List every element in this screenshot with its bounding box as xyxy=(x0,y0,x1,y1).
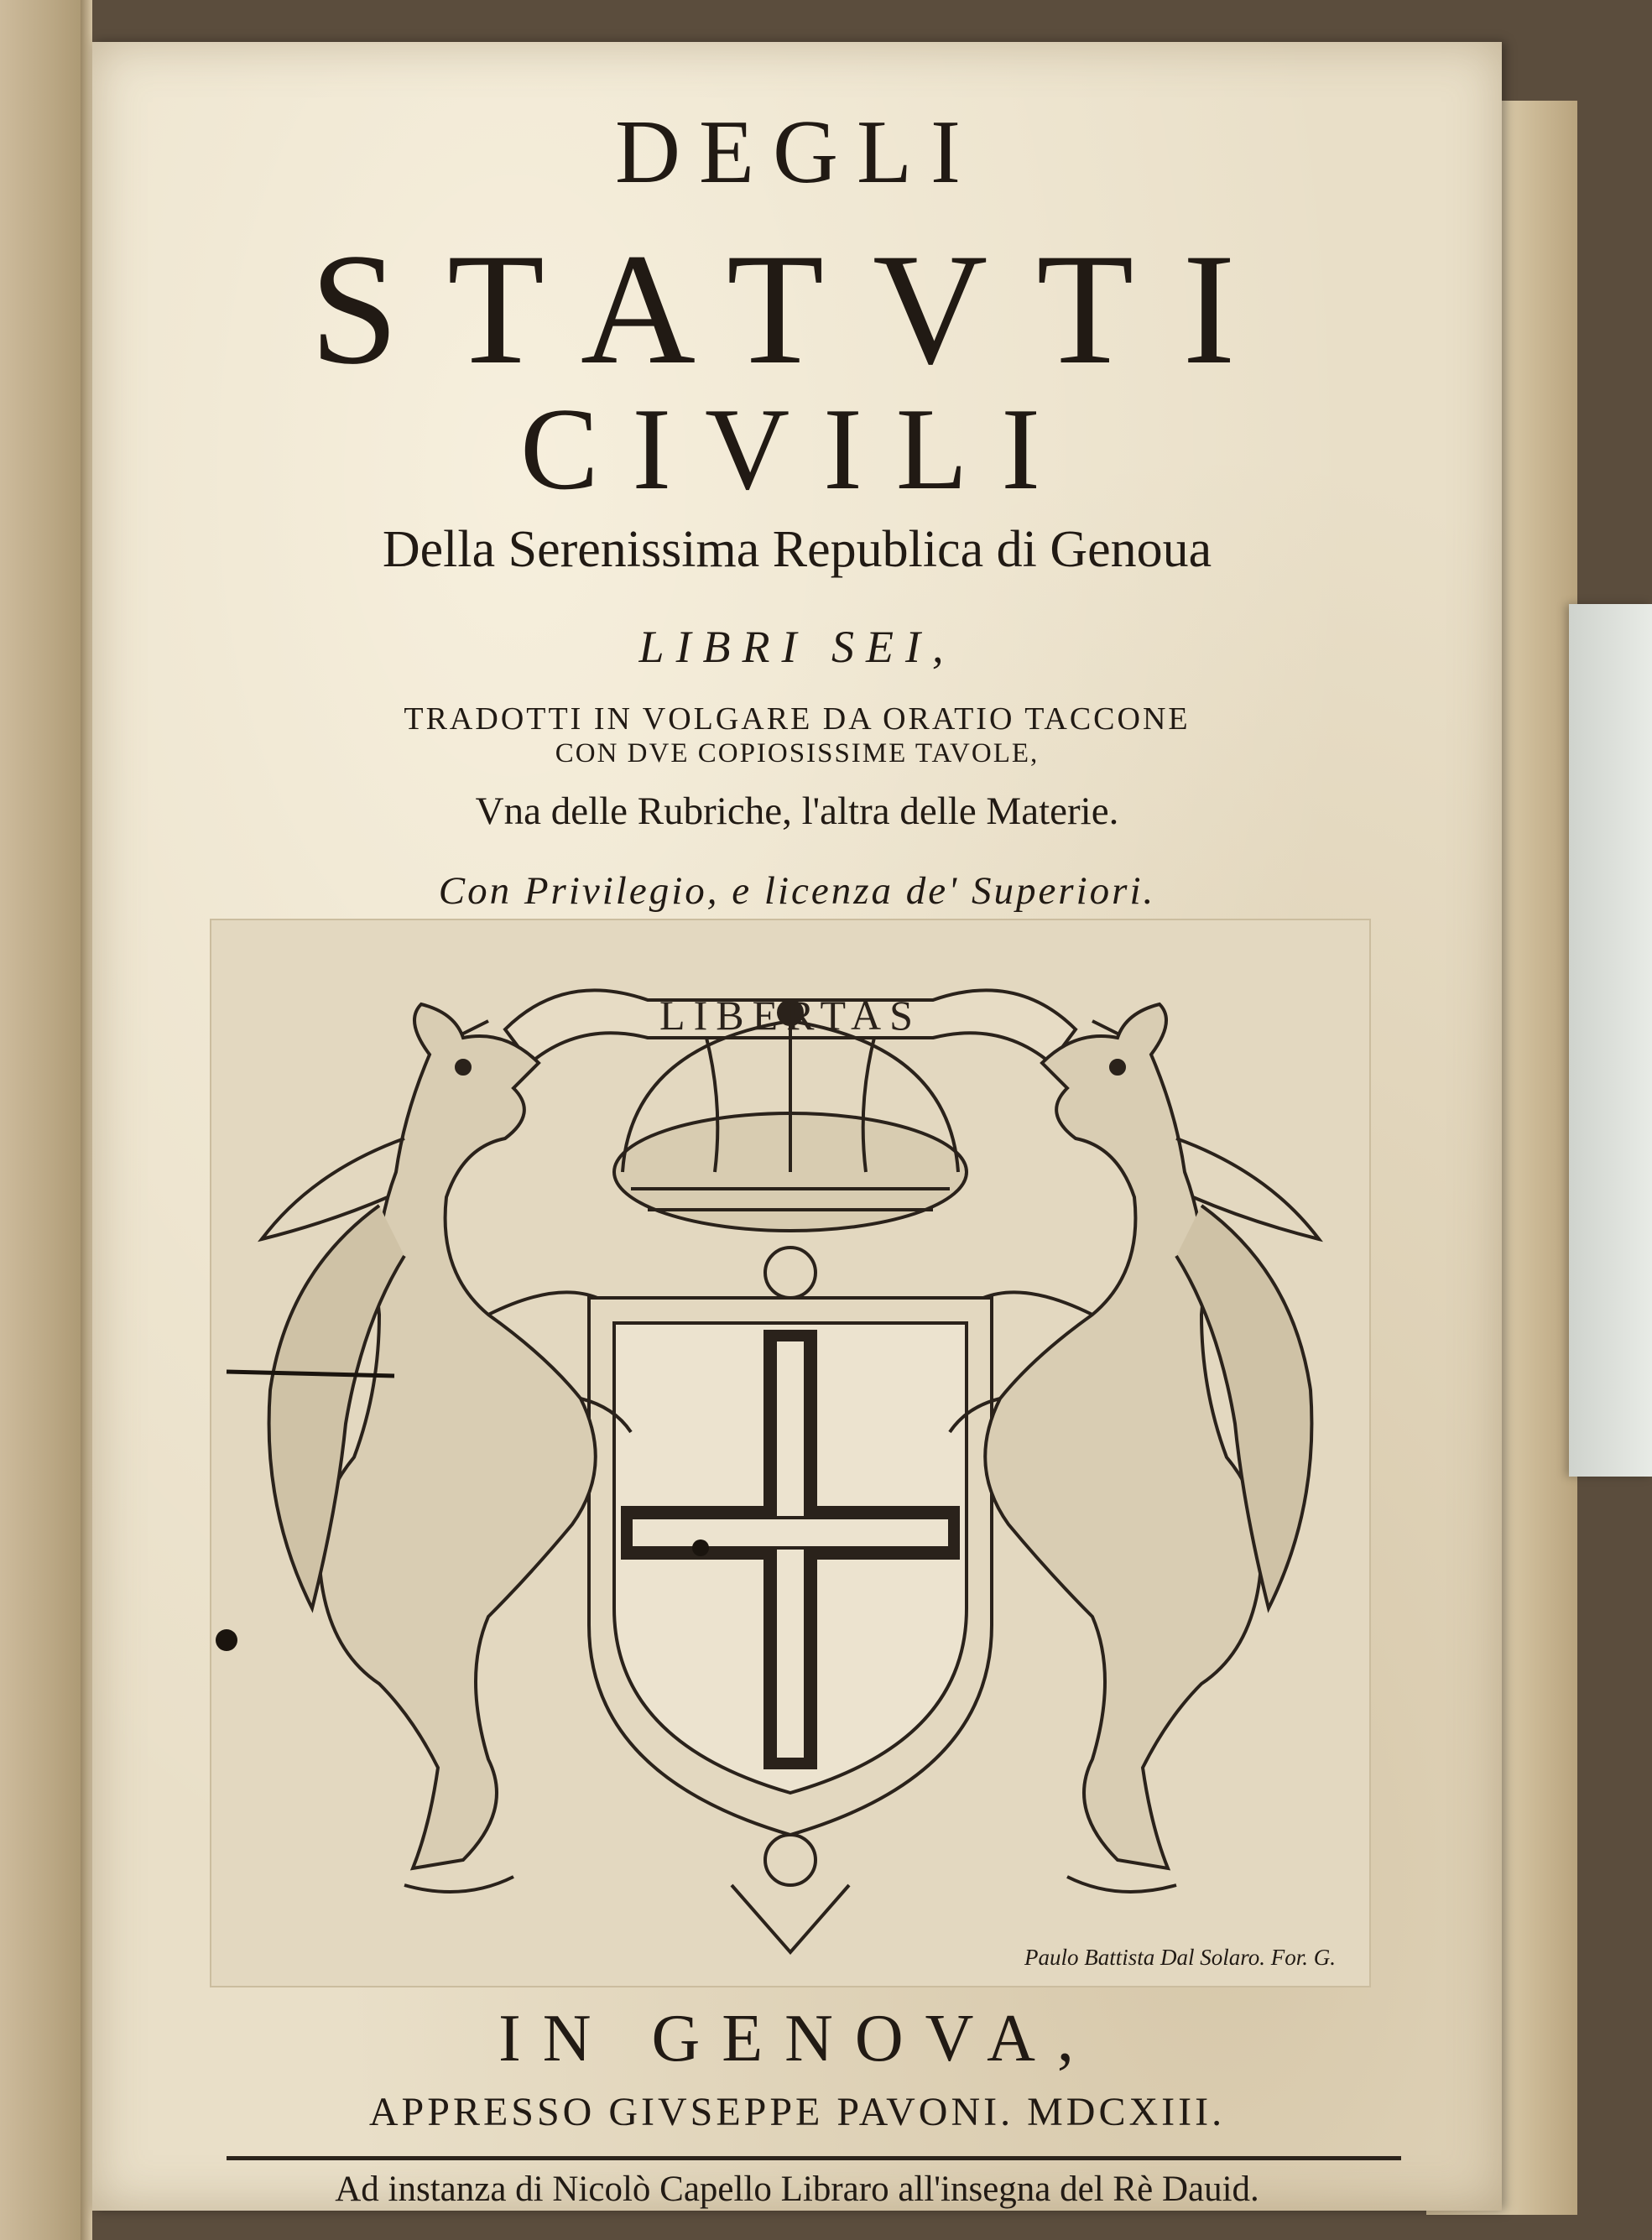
title-civili: CIVILI xyxy=(520,384,1074,514)
books-count: LIBRI SEI, xyxy=(638,622,956,672)
title-page xyxy=(92,42,1502,2211)
title-degli: DEGLI xyxy=(615,102,979,202)
subtitle-republic: Della Serenissima Republica di Genoua xyxy=(382,521,1212,578)
imprint-printer: APPRESSO GIVSEPPE PAVONI. MDCXIII. xyxy=(368,2090,1226,2134)
book-spine-binding xyxy=(0,0,92,2240)
spine-edge xyxy=(81,0,92,2240)
translator-line: TRADOTTI IN VOLGARE DA ORATIO TACCONE xyxy=(404,701,1191,737)
imprint-publisher: Ad instanza di Nicolò Capello Libraro all'insegna del Rè Dauid. xyxy=(335,2170,1259,2209)
imprint-city: IN GENOVA, xyxy=(498,2002,1096,2076)
rubrics-line: Vna delle Rubriche, l'altra delle Materie. xyxy=(475,789,1119,833)
privilege-line: Con Privilegio, e licenza de' Superiori. xyxy=(438,869,1156,913)
loose-flyleaf xyxy=(1569,604,1652,1477)
engraving-artwork xyxy=(211,920,1369,1986)
banner-text: LIBERTAS xyxy=(659,992,921,1039)
title-statuti: STATVTI xyxy=(310,221,1285,398)
engraver-signature: Paulo Battista Dal Solaro. For. G. xyxy=(1024,1945,1336,1970)
tables-line: CON DVE COPIOSISSIME TAVOLE, xyxy=(555,738,1040,768)
imprint-rule xyxy=(227,2156,1401,2160)
coat-of-arms-engraving xyxy=(210,919,1371,1987)
